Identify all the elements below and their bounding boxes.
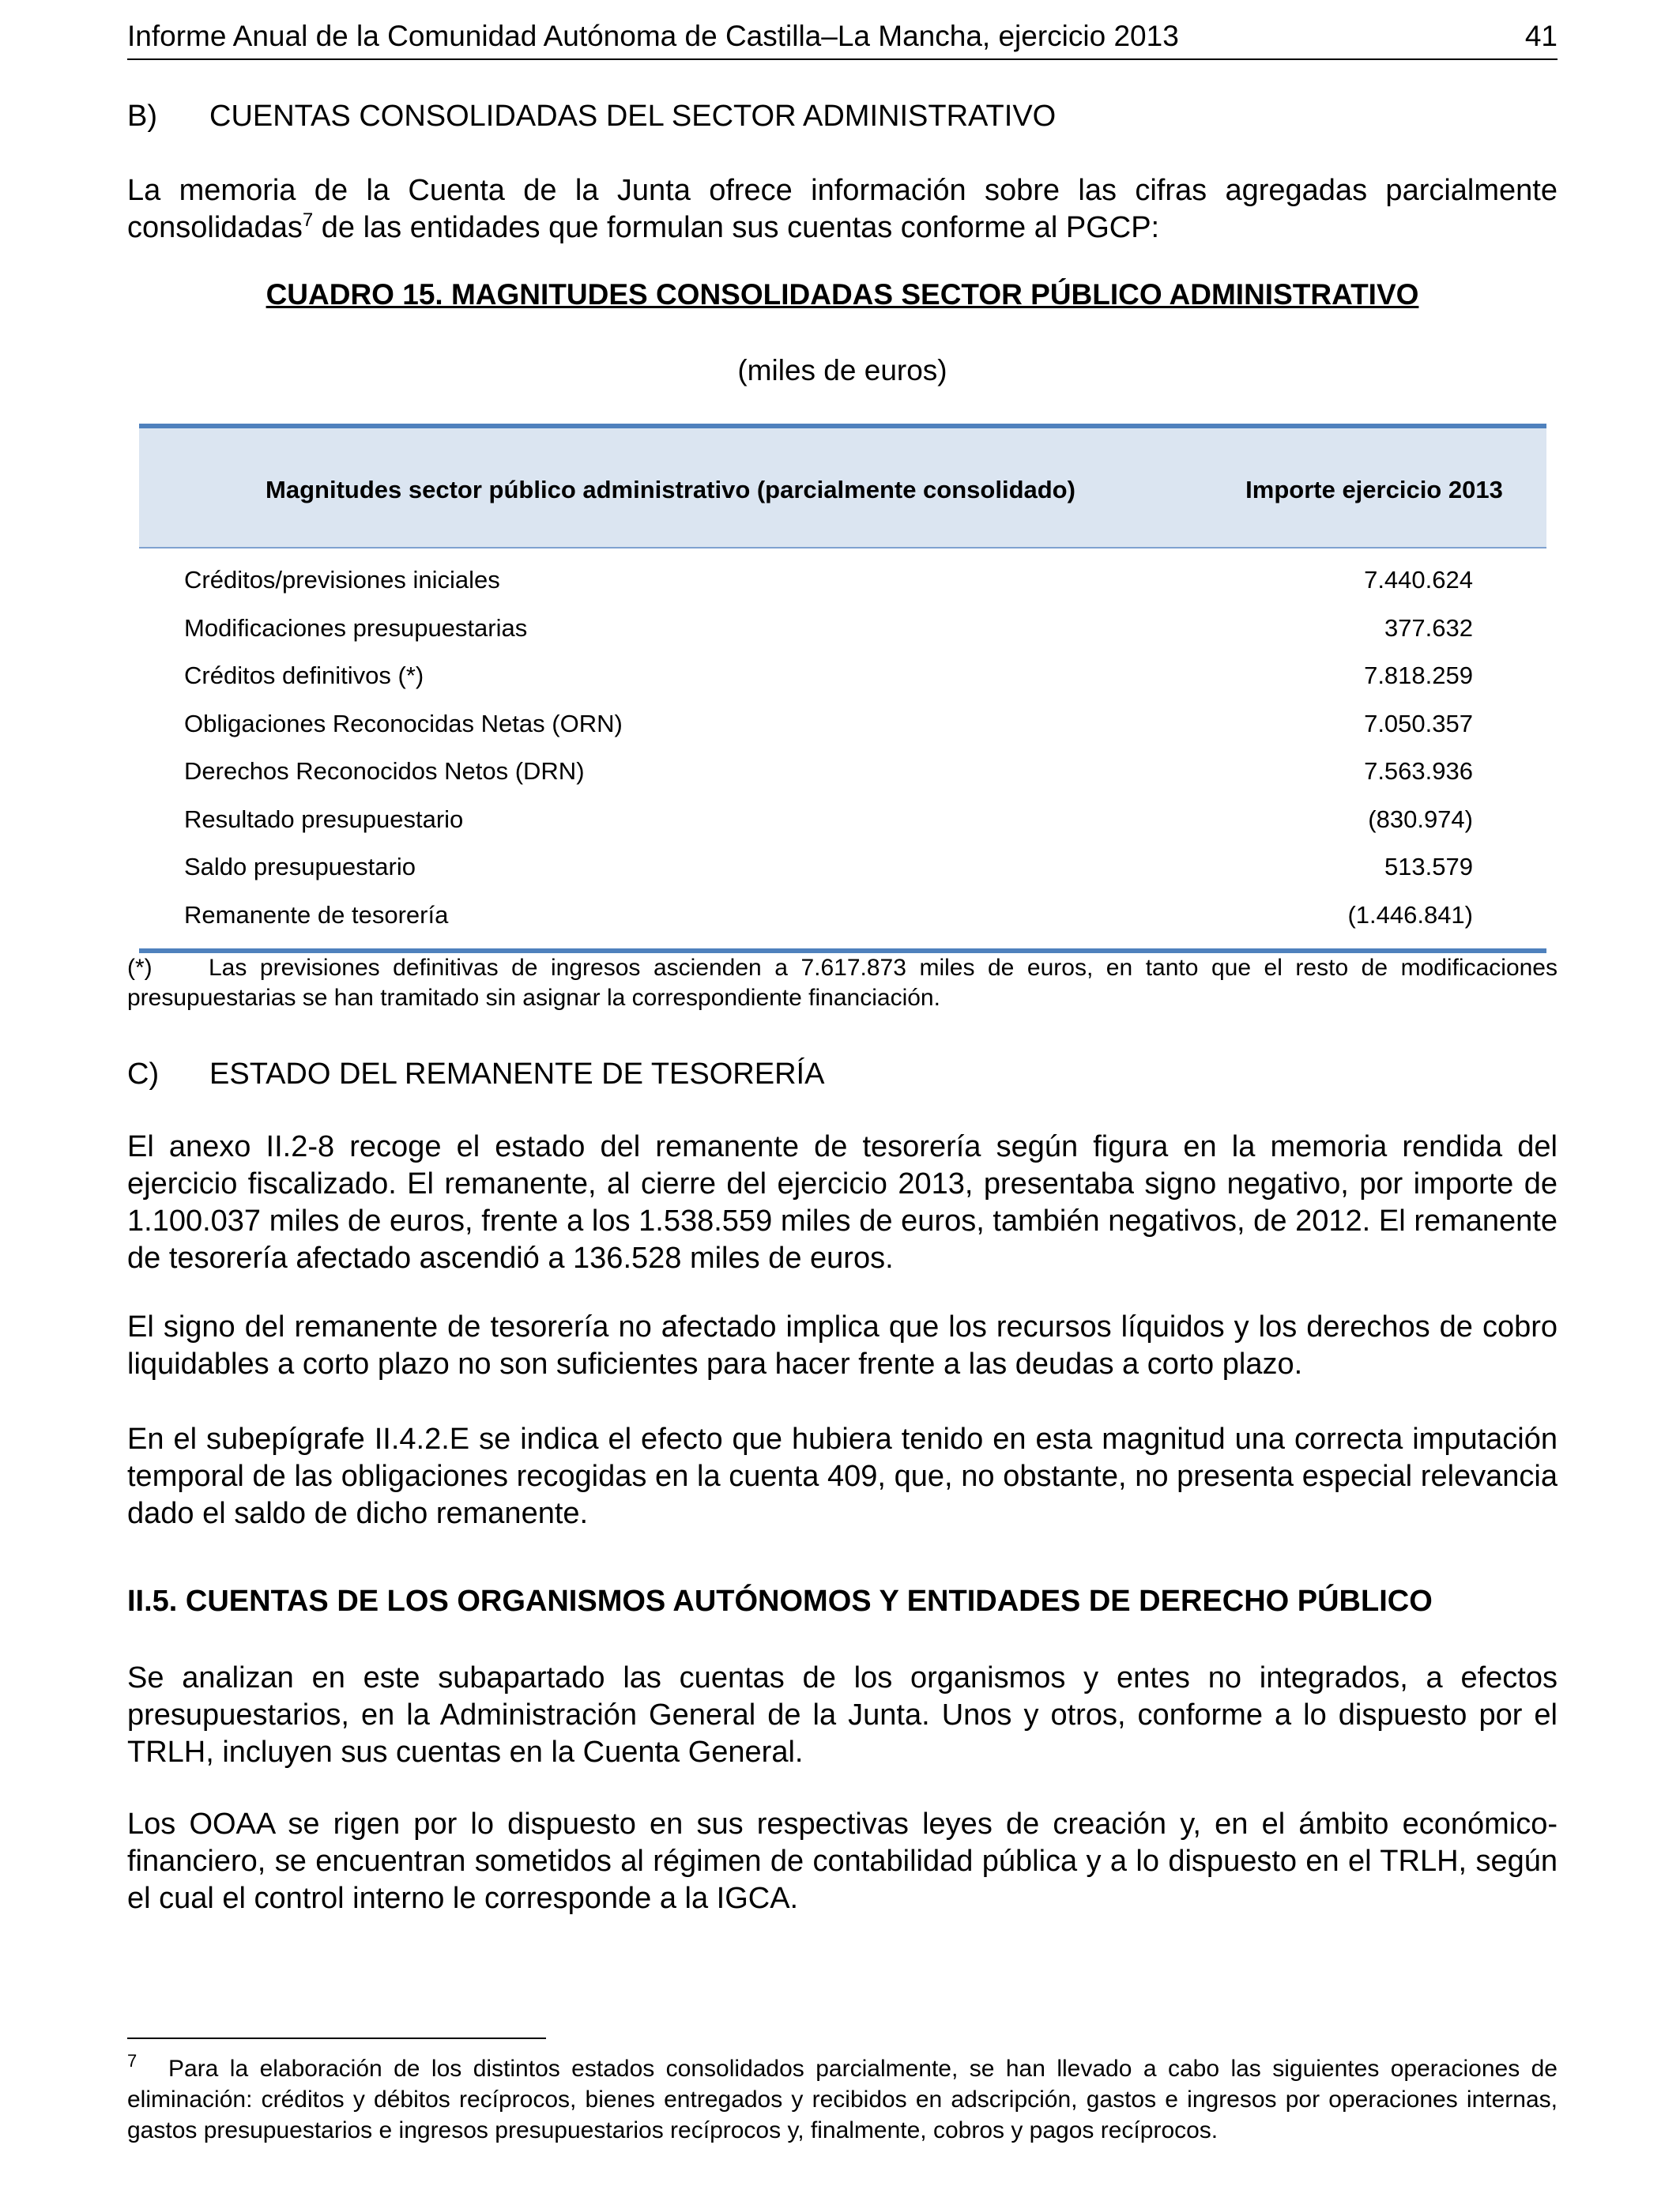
- row-value: 377.632: [1384, 613, 1473, 642]
- table-row: [139, 843, 1546, 892]
- table-row: [139, 652, 1546, 700]
- table-body: [139, 548, 1546, 953]
- row-value: 513.579: [1384, 853, 1473, 880]
- magnitudes-table: [139, 424, 1546, 953]
- footnote-text: Para la elaboración de los distintos estados consolidados parcialmente, se han llevado a cabo las siguientes operaciones de eliminación: créditos y débitos recíprocos, bienes entregados y recibidos en adscripción, gastos e ingresos por operaciones internas, gastos presupuestarios e ingresos presupuestarios recíprocos y, finalmente, cobros y pagos recíprocos.: [127, 2056, 1558, 2143]
- row-label: Modificaciones presupuestarias: [184, 613, 528, 642]
- table-title-text: CUADRO 15. MAGNITUDES CONSOLIDADAS SECTOR PÚBLICO ADMINISTRATIVO: [266, 278, 1419, 311]
- running-header: [127, 17, 1558, 60]
- intro-text: La memoria de la Cuenta de la Junta ofrece información sobre las cifras agregadas parcialmente consolidadas: [127, 174, 1558, 244]
- row-value: (1.446.841): [1347, 900, 1473, 929]
- table-row: [139, 556, 1546, 605]
- row-label: Derechos Reconocidos Netos (DRN): [184, 757, 585, 785]
- row-label: Resultado presupuestario: [184, 805, 464, 833]
- section-b-letter: B): [127, 100, 157, 133]
- footnote-ref[interactable]: 7: [302, 209, 314, 231]
- table-row: [139, 700, 1546, 748]
- footnote: 7 Para la elaboración de los distintos estados consolidados parcialmente, se han llevado a cabo las siguientes operaciones de eliminación: créditos y débitos recíprocos, bienes entregados y recibidos en adscripción, gastos e ingresos por operaciones internas, gastos presupuestarios e ingresos presupuestarios recíprocos y, finalmente, cobros y pagos recíprocos.: [127, 2051, 1558, 2143]
- section-c-paragraph-2: El signo del remanente de tesorería no afectado implica que los recursos líquidos y los derechos de cobro liquidables a corto plazo no son suficientes para hacer frente a las deudas a corto plazo.: [127, 1310, 1558, 1381]
- table-title: [127, 277, 1558, 313]
- row-value: (830.974): [1368, 805, 1473, 833]
- section-c-title: ESTADO DEL REMANENTE DE TESORERÍA: [209, 1057, 825, 1091]
- table-units: (miles de euros): [737, 354, 947, 386]
- row-value: 7.440.624: [1364, 566, 1473, 594]
- note-text: Las previsiones definitivas de ingresos ascienden a 7.617.873 miles de euros, en tanto que el resto de modificaciones presupuestarias se han tramitado sin asignar la correspondiente financiación.: [127, 955, 1558, 1011]
- row-label: Obligaciones Reconocidas Netas (ORN): [184, 709, 623, 737]
- section-ii5-heading: II.5. CUENTAS DE LOS ORGANISMOS AUTÓNOMOS Y ENTIDADES DE DERECHO PÚBLICO: [127, 1585, 1433, 1618]
- section-ii5-paragraph-2: Los OOAA se rigen por lo dispuesto en sus respectivas leyes de creación y, en el ámbito económico-financiero, se encuentran sometidos al régimen de contabilidad pública y a lo dispuesto en el TRLH, según el cual el control interno le corresponde a la IGCA.: [127, 1808, 1558, 1915]
- row-value: 7.818.259: [1364, 662, 1473, 689]
- row-label: Saldo presupuestario: [184, 853, 416, 880]
- row-label: Remanente de tesorería: [184, 900, 449, 929]
- section-c-letter: C): [127, 1057, 160, 1091]
- section-b-title: CUENTAS CONSOLIDADAS DEL SECTOR ADMINISTRATIVO: [209, 100, 1057, 133]
- row-value: 7.563.936: [1364, 757, 1473, 785]
- section-c-heading: [127, 1056, 824, 1092]
- table-row: [139, 796, 1546, 844]
- table-row: [139, 748, 1546, 796]
- column-header-magnitudes: Magnitudes sector público administrativo (parcialmente consolidado): [266, 476, 1075, 503]
- table-row: [139, 892, 1546, 940]
- section-b-heading: [127, 98, 1056, 134]
- table-note: [127, 953, 1558, 1013]
- page-number: 41: [1524, 20, 1558, 52]
- table-header: [139, 424, 1546, 548]
- section-c-paragraph-3: En el subepígrafe II.4.2.E se indica el efecto que hubiera tenido en esta magnitud una correcta imputación temporal de las obligaciones recogidas en la cuenta 409, que, no obstante, no presenta especial relevancia dado el saldo de dicho remanente.: [127, 1423, 1558, 1530]
- footnote-separator: [127, 2038, 546, 2039]
- row-label: Créditos definitivos (*): [184, 662, 424, 689]
- header-title: Informe Anual de la Comunidad Autónoma de Castilla–La Mancha, ejercicio 2013: [127, 20, 1179, 52]
- intro-text-end: de las entidades que formulan sus cuentas conforme al PGCP:: [313, 211, 1160, 244]
- section-c-paragraph-1: El anexo II.2-8 recoge el estado del remanente de tesorería según figura en la memoria rendida del ejercicio fiscalizado. El remanente, al cierre del ejercicio 2013, presentaba signo negativo, por importe de 1.100.037 miles de euros, frente a los 1.538.559 miles de euros, también negativos, de 2012. El remanente de tesorería afectado ascendió a 136.528 miles de euros.: [127, 1130, 1558, 1275]
- note-mark: (*): [127, 955, 153, 981]
- section-ii5-paragraph-1: Se analizan en este subapartado las cuentas de los organismos y entes no integrados, a efectos presupuestarios, en la Administración General de la Junta. Unos y otros, conforme a lo dispuesto por el TRLH, incluyen sus cuentas en la Cuenta General.: [127, 1661, 1558, 1769]
- column-header-importe: Importe ejercicio 2013: [1245, 476, 1503, 503]
- table-row: [139, 605, 1546, 653]
- section-b-intro: [127, 172, 1558, 247]
- row-value: 7.050.357: [1364, 709, 1473, 737]
- row-label: Créditos/previsiones iniciales: [184, 566, 500, 594]
